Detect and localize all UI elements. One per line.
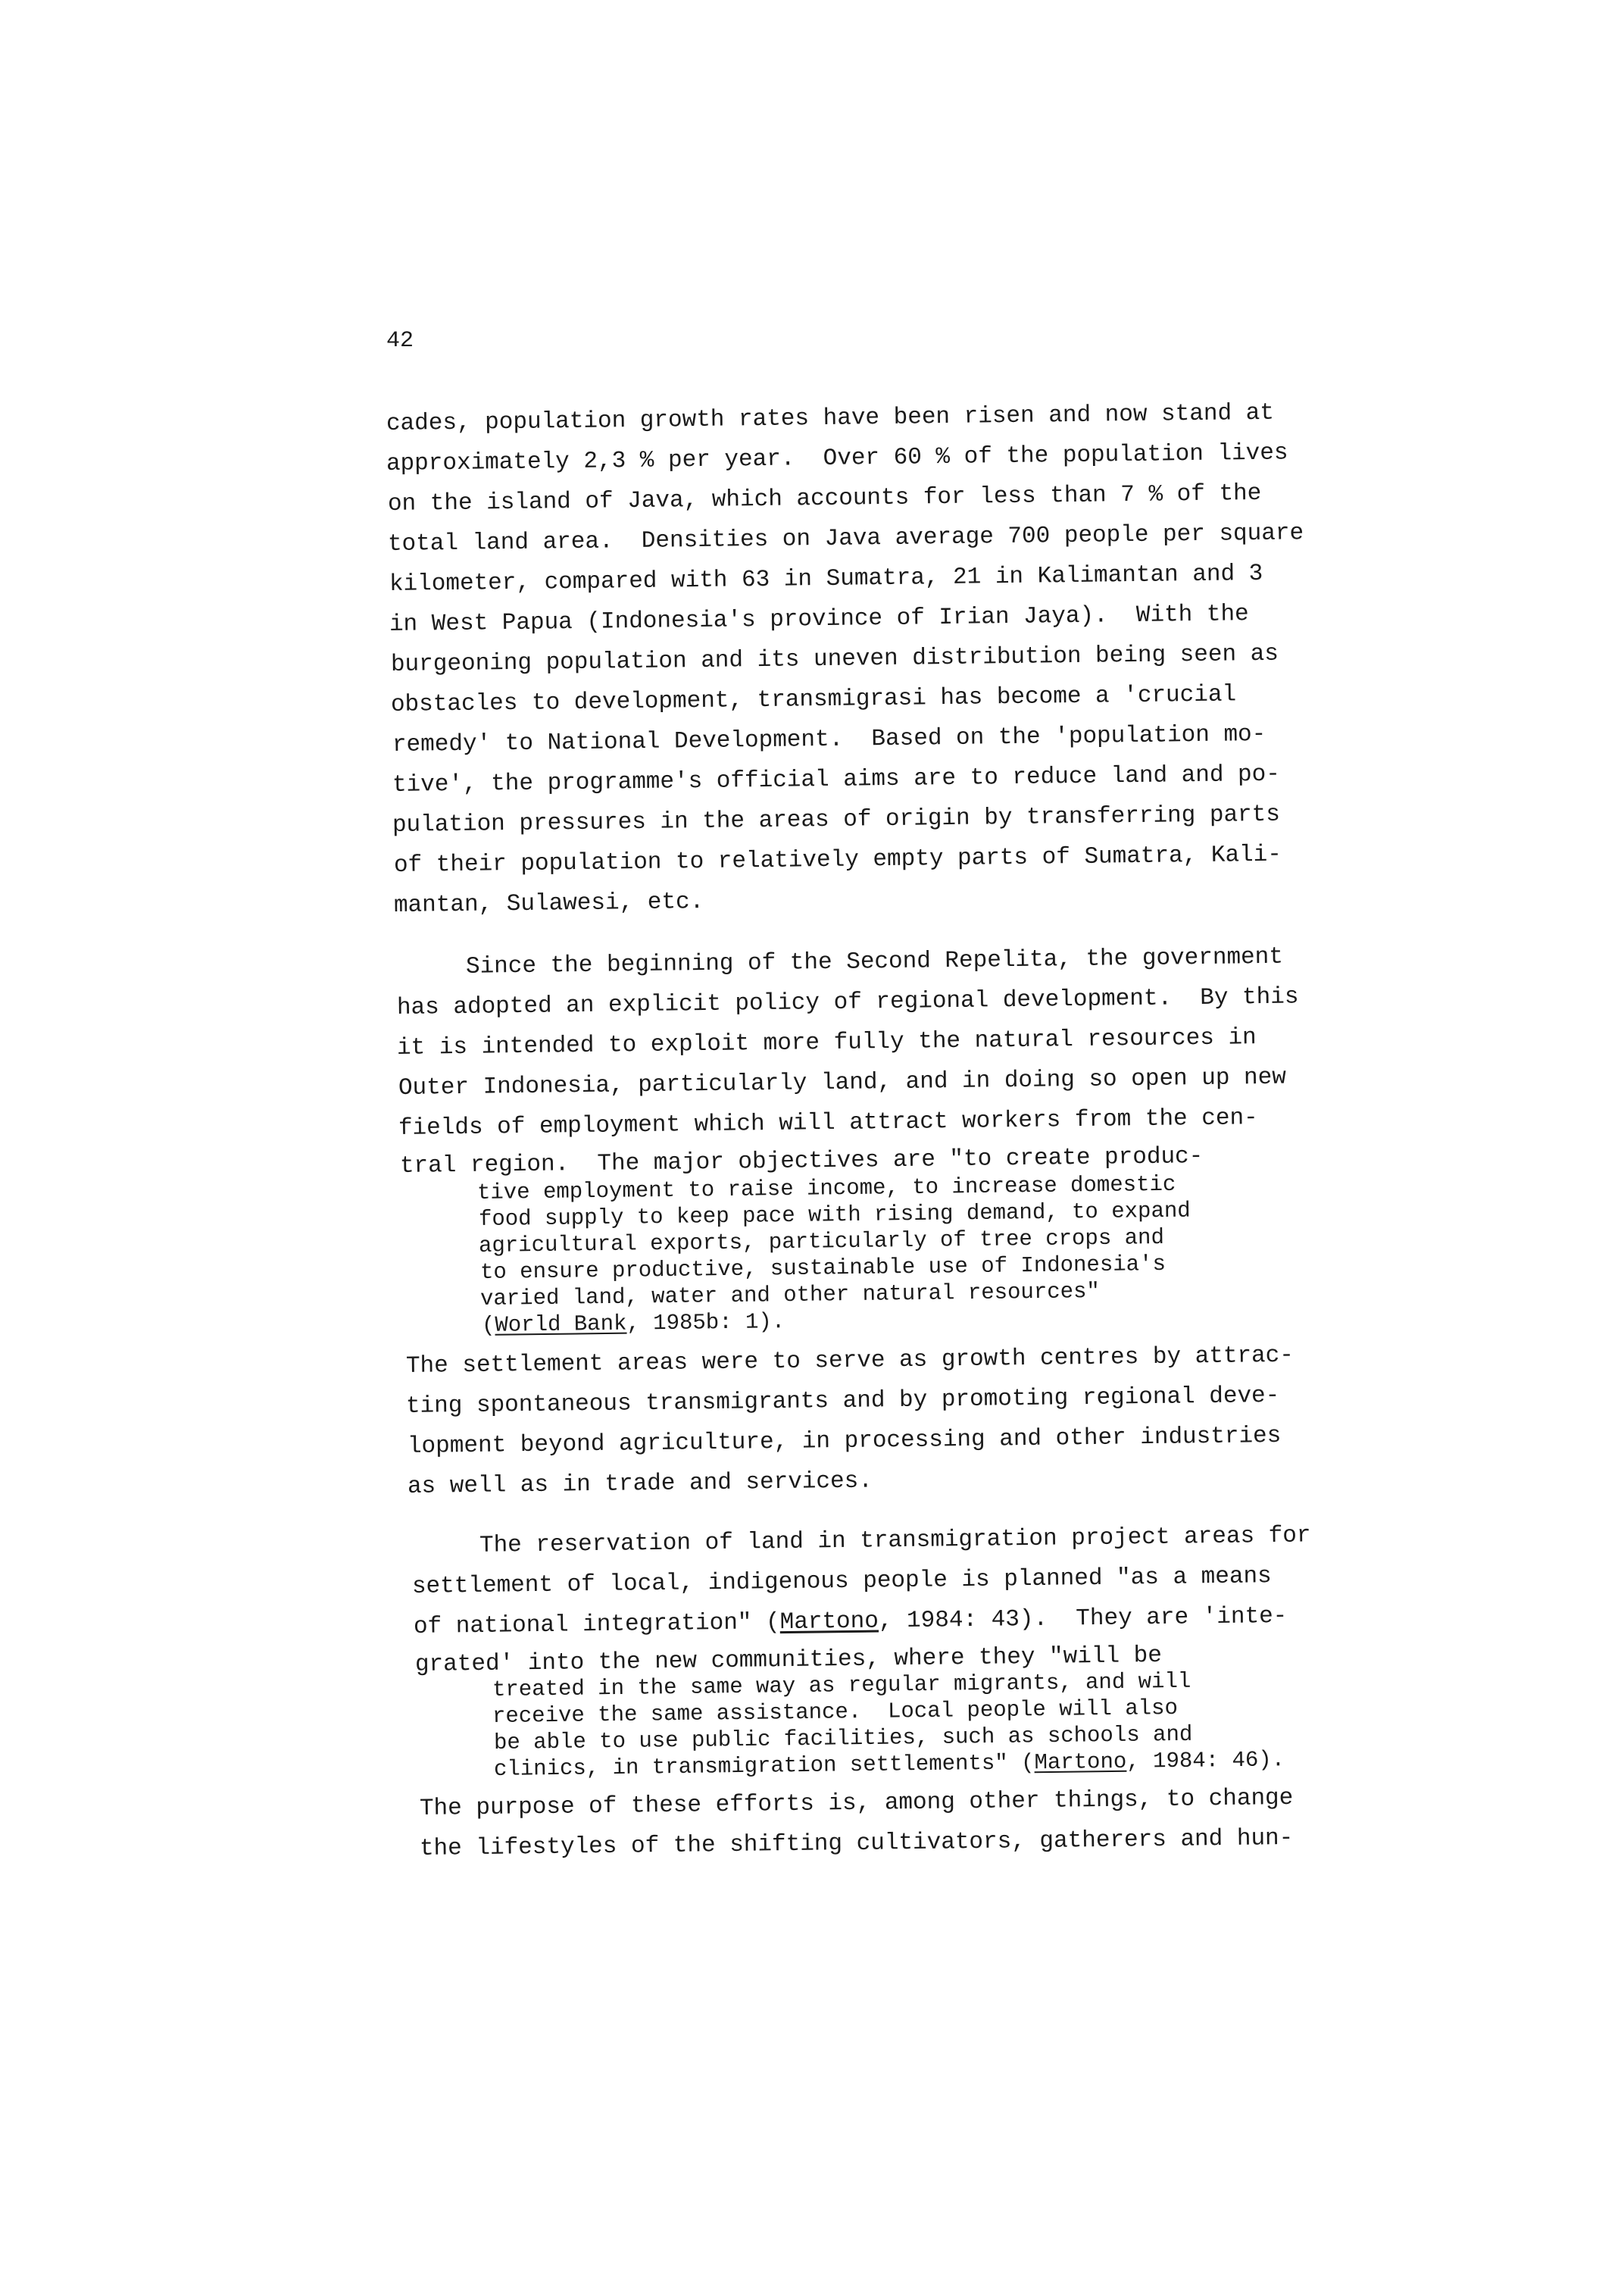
quote-line: receive the same assistance. Local people will also: [492, 1695, 1179, 1729]
text-line: Outer Indonesia, particularly land, and in doing so open up new: [398, 1064, 1287, 1102]
citation-author: Martono: [779, 1608, 879, 1636]
quote-line: be able to use public facilities, such as schools and: [493, 1721, 1193, 1755]
text-line: fields of employment which will attract workers from the cen-: [398, 1105, 1258, 1142]
text-line: ting spontaneous transmigrants and by promoting regional deve-: [405, 1382, 1280, 1420]
text-line: the lifestyles of the shifting cultivators, gatherers and hun-: [419, 1824, 1294, 1862]
text-line: [414, 1602, 1288, 1642]
text-segment: clinics, in transmigration settlements" (: [493, 1750, 1035, 1782]
quote-line: to ensure productive, sustainable use of Indonesia's: [479, 1251, 1166, 1285]
text-segment: , 1984: 43). They are 'inte-: [878, 1602, 1288, 1635]
text-line: of their population to relatively empty parts of Sumatra, Kali-: [393, 841, 1282, 879]
text-line: has adopted an explicit policy of regional development. By this: [396, 983, 1299, 1021]
text-segment: , 1984: 46).: [1126, 1747, 1285, 1774]
quote-line: food supply to keep pace with rising demand, to expand: [478, 1198, 1191, 1232]
citation-open: (: [481, 1312, 495, 1338]
text-line: tive', the programme's official aims are to reduce land and po-: [392, 761, 1281, 799]
text-line: remedy' to National Development. Based on the 'population mo-: [392, 720, 1266, 758]
text-line: grated' into the new communities, where they "will be: [414, 1642, 1163, 1678]
text-line: lopment beyond agriculture, in processing and other industries: [407, 1422, 1282, 1460]
text-line: burgeoning population and its uneven distribution being seen as: [390, 640, 1279, 678]
text-line: on the island of Java, which accounts for less than 7 % of the: [387, 480, 1262, 517]
text-line: settlement of local, indigenous people is planned "as a means: [411, 1563, 1272, 1600]
quote-line: treated in the same way as regular migrants, and will: [492, 1668, 1191, 1702]
text-line: total land area. Densities on Java average 700 people per square: [387, 520, 1304, 558]
text-line: The settlement areas were to serve as growth centres by attrac-: [405, 1342, 1295, 1380]
citation-line: [482, 1309, 785, 1339]
quote-line: tive employment to raise income, to increase domestic: [476, 1171, 1176, 1205]
quote-line: varied land, water and other natural resources": [479, 1279, 1101, 1311]
text-line: in West Papua (Indonesia's province of Irian Jaya). With the: [389, 601, 1249, 638]
text-line: tral region. The major objectives are "to create produc-: [399, 1143, 1204, 1180]
text-line: obstacles to development, transmigrasi has become a 'crucial: [390, 681, 1237, 718]
text-line: cades, population growth rates have been risen and now stand at: [386, 399, 1275, 437]
citation-author: Martono: [1034, 1749, 1127, 1776]
text-line: mantan, Sulawesi, etc.: [393, 889, 704, 919]
text-line: The reservation of land in transmigration project areas for: [408, 1522, 1311, 1560]
page-number: 42: [386, 328, 414, 354]
text-line: approximately 2,3 % per year. Over 60 % of the population lives: [386, 439, 1288, 477]
citation-author: World Bank: [495, 1311, 627, 1338]
text-segment: of national integration" (: [413, 1609, 780, 1640]
text-line: Since the beginning of the Second Repelita, the government: [395, 943, 1284, 981]
text-line: pulation pressures in the areas of origin by transferring parts: [392, 801, 1281, 839]
citation-details: , 1985b: 1).: [626, 1309, 785, 1336]
text-line: kilometer, compared with 63 in Sumatra, 21 in Kalimantan and 3: [389, 560, 1263, 598]
text-line: it is intended to exploit more fully the natural resources in: [396, 1024, 1257, 1061]
text-line: as well as in trade and services.: [407, 1467, 873, 1500]
text-line: The purpose of these efforts is, among other things, to change: [419, 1784, 1294, 1822]
quote-line: agricultural exports, particularly of tree crops and: [478, 1224, 1165, 1258]
